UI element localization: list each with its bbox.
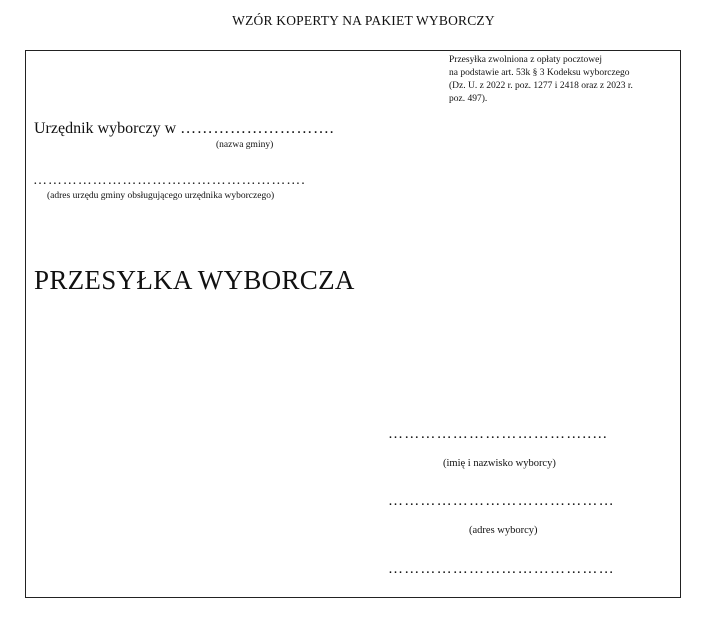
- voter-name-hint: (imię i nazwisko wyborcy): [443, 458, 556, 469]
- gmina-name-hint: (nazwa gminy): [216, 140, 274, 150]
- office-address-hint: (adres urzędu gminy obsługującego urzędnika wyborczego): [47, 191, 275, 201]
- election-mail-headline: PRZESYŁKA WYBORCZA: [34, 265, 355, 295]
- voter-address-dots: ……………………………………: [388, 493, 615, 509]
- voter-address-extra-dots: ……………………………………: [388, 561, 615, 577]
- office-address-dots: ……………………………………………….: [33, 173, 306, 188]
- postal-fee-exemption-note: [449, 54, 679, 106]
- election-official-line: [34, 120, 334, 138]
- gmina-name-dots: ……………………….: [180, 120, 335, 137]
- postal-note-line: Przesyłka zwolniona z opłaty pocztowej: [449, 55, 603, 65]
- election-official-label: Urzędnik wyborczy w: [34, 120, 177, 137]
- envelope-template: [25, 50, 681, 598]
- voter-address-hint: (adres wyborcy): [469, 525, 538, 536]
- voter-name-dots: ………………………………..…: [388, 426, 609, 442]
- postal-note-line: na podstawie art. 53k § 3 Kodeksu wyborczego: [449, 68, 630, 78]
- postal-note-line: poz. 497).: [449, 94, 488, 104]
- postal-note-line: (Dz. U. z 2022 r. poz. 1277 i 2418 oraz z 2023 r.: [449, 81, 633, 91]
- document-title: WZÓR KOPERTY NA PAKIET WYBORCZY: [232, 13, 495, 28]
